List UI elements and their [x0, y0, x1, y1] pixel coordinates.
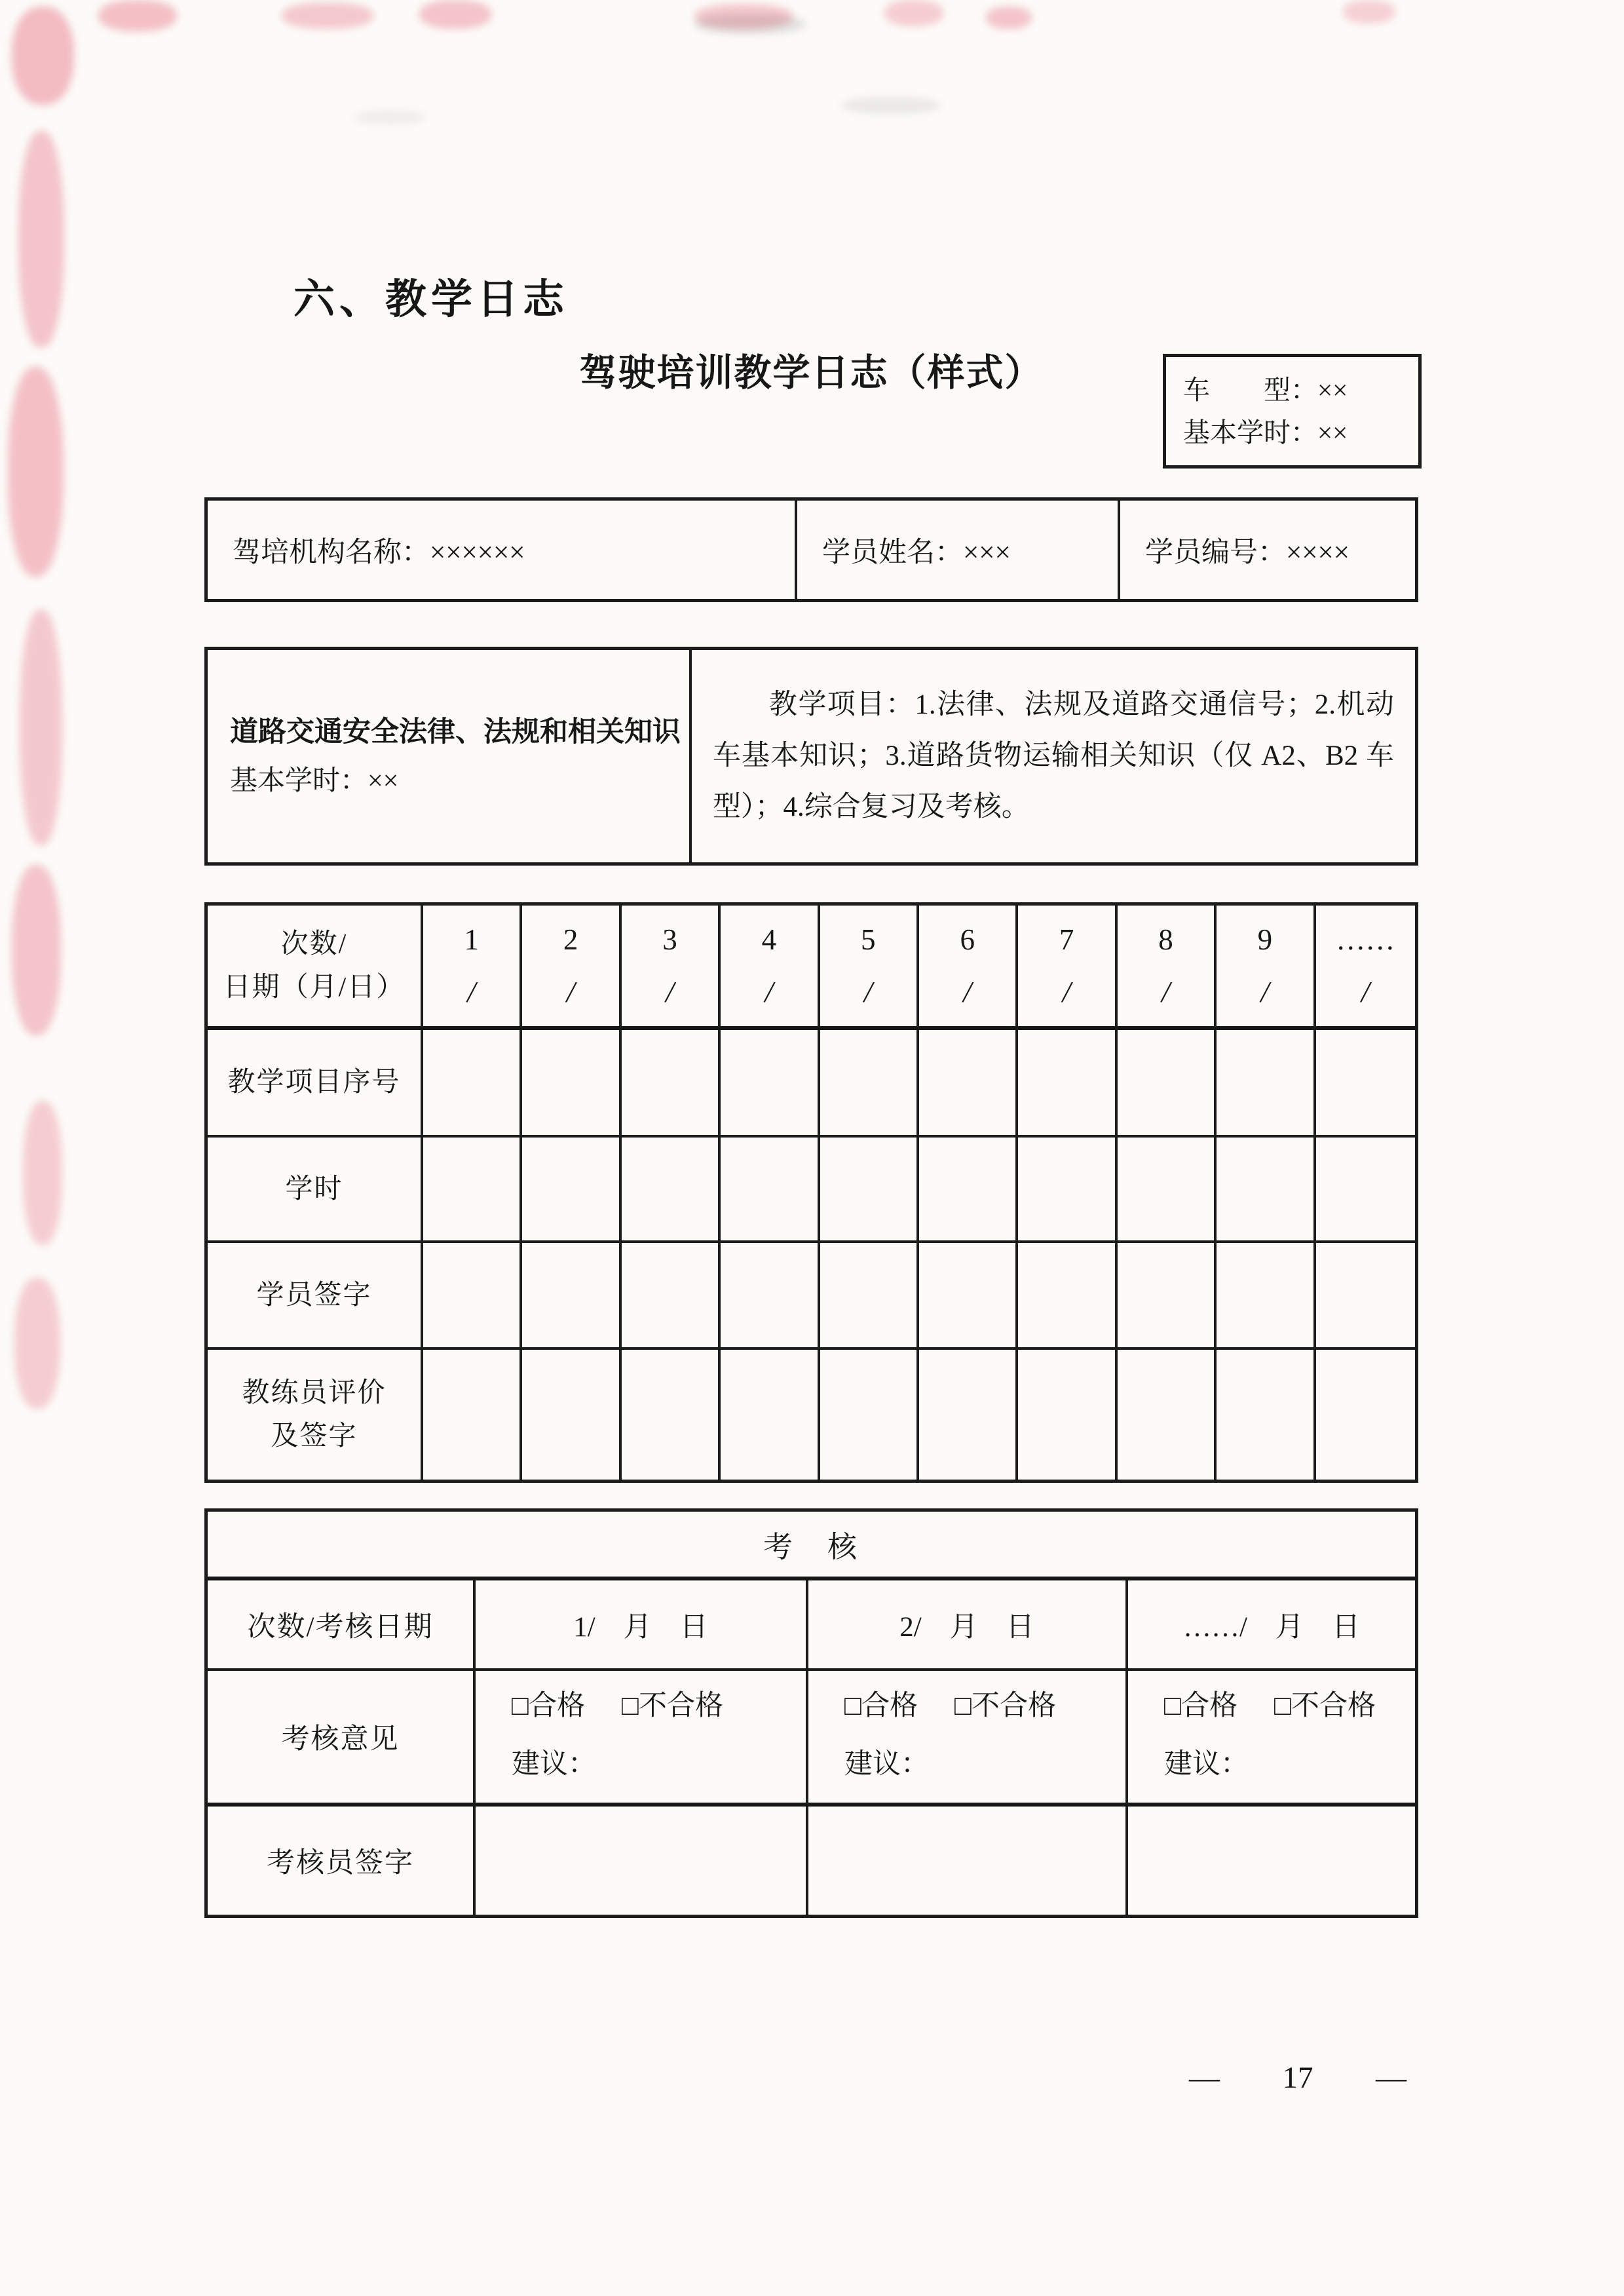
assessment-advice-label: 建议：: [844, 1749, 929, 1780]
log-column-header: [622, 906, 721, 1030]
vehicle-info-box: [1163, 354, 1422, 469]
log-entry-cell: [522, 1243, 621, 1350]
log-row-label: [208, 1350, 423, 1480]
scan-artifact: [12, 865, 61, 1035]
vehicle-type-value: ××: [1317, 374, 1348, 405]
log-entry-cell: [622, 1138, 721, 1243]
vehicle-type-label: 车 型：: [1183, 374, 1317, 405]
scan-artifact: [694, 4, 793, 29]
log-column-header: [1217, 906, 1315, 1030]
log-entry-cell: [1217, 1138, 1315, 1243]
org-student-table: [204, 497, 1418, 602]
assessment-opinion-cell: [808, 1671, 1128, 1807]
log-column-number: 7: [1059, 923, 1074, 956]
checkbox-fail: □不合格: [954, 1691, 1056, 1721]
log-column-number: 3: [662, 923, 677, 956]
log-entry-cell: [522, 1350, 621, 1480]
log-column-number: 9: [1257, 923, 1273, 956]
checkbox-fail: □不合格: [621, 1691, 723, 1721]
log-column-header: [820, 906, 919, 1030]
log-entry-cell: [423, 1243, 522, 1350]
log-entry-cell: [919, 1350, 1018, 1480]
log-entry-cell: [919, 1243, 1018, 1350]
assessment-opinion-checkboxes: [1164, 1692, 1415, 1720]
assessment-sign-row-label: 考核员签字: [208, 1807, 476, 1915]
scan-artifact: [282, 3, 373, 29]
log-column-number: 6: [960, 923, 975, 956]
vehicle-type-line: [1183, 374, 1418, 405]
page-footer: [1189, 2063, 1407, 2094]
log-entry-cell: [721, 1350, 820, 1480]
assessment-title: 考 核: [208, 1512, 1415, 1580]
assessment-opinion-checkboxes: [512, 1692, 806, 1720]
scan-artifact: [14, 1278, 60, 1409]
log-entry-cell: [522, 1138, 621, 1243]
scan-artifact: [986, 7, 1032, 29]
log-entry-cell: [1018, 1243, 1117, 1350]
log-entry-cell: [721, 1030, 820, 1138]
log-entry-cell: [1118, 1138, 1217, 1243]
log-entry-cell: [423, 1138, 522, 1243]
log-entry-cell: [820, 1350, 919, 1480]
log-entry-cell: [1217, 1243, 1315, 1350]
document-title: 驾驶培训教学日志（样式）: [579, 352, 1044, 394]
footer-dash-left: —: [1189, 2061, 1220, 2095]
log-entry-cell: [721, 1138, 820, 1243]
log-row-label-line: 学员签字: [256, 1280, 372, 1311]
page-number: 17: [1282, 2061, 1313, 2095]
log-date-slash: /: [467, 974, 476, 1008]
course-subject-title: 道路交通安全法律、法规和相关知识: [230, 716, 681, 748]
log-entry-cell: [622, 1030, 721, 1138]
log-column-number: 4: [761, 923, 777, 956]
scan-artifact: [98, 0, 177, 31]
log-entry-cell: [820, 1243, 919, 1350]
log-column-header: [1018, 906, 1117, 1030]
assessment-date-row-label: 次数/考核日期: [208, 1580, 476, 1671]
base-hours-line: [1183, 419, 1418, 446]
section-title: 六、教学日志: [293, 277, 569, 322]
log-entry-cell: [1118, 1243, 1217, 1350]
log-column-header: [522, 906, 621, 1030]
log-row-label-line: 教学项目序号: [227, 1067, 401, 1098]
course-base-hours: 基本学时：××: [230, 765, 399, 796]
log-row-label: [208, 1030, 423, 1138]
log-header-label: [208, 906, 423, 1030]
assessment-advice-label: 建议：: [1164, 1749, 1249, 1780]
scan-artifact: [12, 7, 74, 105]
assessment-sign-cell: [1128, 1807, 1415, 1915]
assessment-date-cell: 2/ 月 日: [808, 1580, 1128, 1671]
log-entry-cell: [1018, 1138, 1117, 1243]
log-column-header: [1316, 906, 1415, 1030]
scan-artifact: [694, 14, 806, 34]
log-entry-cell: [1217, 1030, 1315, 1138]
student-name-cell: 学员姓名：×××: [797, 501, 1120, 599]
log-entry-cell: [721, 1243, 820, 1350]
log-entry-cell: [1118, 1350, 1217, 1480]
log-column-number: 2: [563, 923, 578, 956]
scan-artifact: [23, 1101, 62, 1245]
log-header-label-line2: 日期（月/日）: [223, 972, 406, 1003]
course-info-table: [204, 647, 1418, 866]
course-projects-cell: [692, 650, 1415, 862]
log-entry-cell: [919, 1138, 1018, 1243]
log-entry-cell: [919, 1030, 1018, 1138]
scan-artifact: [8, 367, 64, 577]
scan-artifact: [1343, 0, 1395, 24]
assessment-opinion-cell: [1128, 1671, 1415, 1807]
log-entry-cell: [1018, 1030, 1117, 1138]
log-entry-cell: [1316, 1030, 1415, 1138]
log-date-slash: /: [1062, 974, 1071, 1008]
checkbox-pass: □合格: [844, 1691, 918, 1721]
log-date-slash: /: [1260, 974, 1270, 1008]
org-name-cell: 驾培机构名称：××××××: [208, 501, 797, 599]
log-row-label: [208, 1243, 423, 1350]
base-hours-value: ××: [1317, 417, 1348, 448]
footer-dash-right: —: [1376, 2061, 1407, 2095]
assessment-opinion-cell: [476, 1671, 808, 1807]
log-entry-cell: [522, 1030, 621, 1138]
assessment-date-cell: ……/ 月 日: [1128, 1580, 1415, 1671]
log-row-label: [208, 1138, 423, 1243]
log-column-header: [423, 906, 522, 1030]
log-date-slash: /: [566, 974, 575, 1008]
assessment-table: [204, 1508, 1418, 1918]
scan-artifact: [18, 131, 64, 347]
log-entry-cell: [820, 1030, 919, 1138]
checkbox-fail: □不合格: [1274, 1691, 1376, 1721]
log-entry-cell: [622, 1350, 721, 1480]
assessment-sign-cell: [808, 1807, 1128, 1915]
assessment-opinion-row-label: 考核意见: [208, 1671, 476, 1807]
log-entry-cell: [1316, 1138, 1415, 1243]
log-date-slash: /: [863, 974, 873, 1008]
log-entry-cell: [1316, 1350, 1415, 1480]
student-id-cell: 学员编号：××××: [1145, 537, 1350, 568]
log-entry-cell: [1018, 1350, 1117, 1480]
scan-artifact: [354, 110, 426, 124]
log-column-header: [919, 906, 1018, 1030]
scan-artifact: [20, 609, 62, 845]
log-entry-cell: [423, 1350, 522, 1480]
log-column-header: [1118, 906, 1217, 1030]
scan-artifact: [842, 97, 940, 114]
assessment-date-cell: 1/ 月 日: [476, 1580, 808, 1671]
log-entry-cell: [1118, 1030, 1217, 1138]
log-entry-cell: [1316, 1243, 1415, 1350]
training-log-table: [204, 902, 1418, 1483]
log-date-slash: /: [963, 974, 972, 1008]
log-date-slash: /: [666, 974, 674, 1008]
log-date-slash: /: [1161, 974, 1170, 1008]
checkbox-pass: □合格: [1164, 1691, 1237, 1721]
scan-artifact: [419, 0, 491, 29]
log-column-number: 8: [1158, 923, 1173, 956]
log-date-slash: /: [765, 974, 774, 1008]
assessment-advice-label: 建议：: [512, 1749, 596, 1780]
log-entry-cell: [1217, 1350, 1315, 1480]
base-hours-label: 基本学时：: [1183, 417, 1317, 448]
log-column-header: [721, 906, 820, 1030]
log-entry-cell: [622, 1243, 721, 1350]
checkbox-pass: □合格: [512, 1691, 585, 1721]
log-entry-cell: [820, 1138, 919, 1243]
log-row-label-line: 教练员评价: [242, 1378, 387, 1408]
log-row-label-line: 学时: [285, 1174, 343, 1204]
log-row-label-line: 及签字: [271, 1421, 358, 1451]
course-projects-text: 教学项目：1.法律、法规及道路交通信号；2.机动车基本知识；3.道路货物运输相关知识（仅 A2、B2 车型）；4.综合复习及考核。: [712, 689, 1394, 823]
course-subject-cell: [208, 650, 692, 862]
assessment-sign-cell: [476, 1807, 808, 1915]
log-entry-cell: [423, 1030, 522, 1138]
log-date-slash: /: [1361, 974, 1370, 1008]
assessment-opinion-checkboxes: [844, 1692, 1125, 1720]
log-column-number: 5: [861, 923, 876, 956]
log-column-number: ……: [1336, 923, 1395, 956]
scan-artifact: [884, 0, 943, 26]
log-column-number: 1: [464, 923, 479, 956]
log-header-label-line1: 次数/: [280, 929, 348, 959]
